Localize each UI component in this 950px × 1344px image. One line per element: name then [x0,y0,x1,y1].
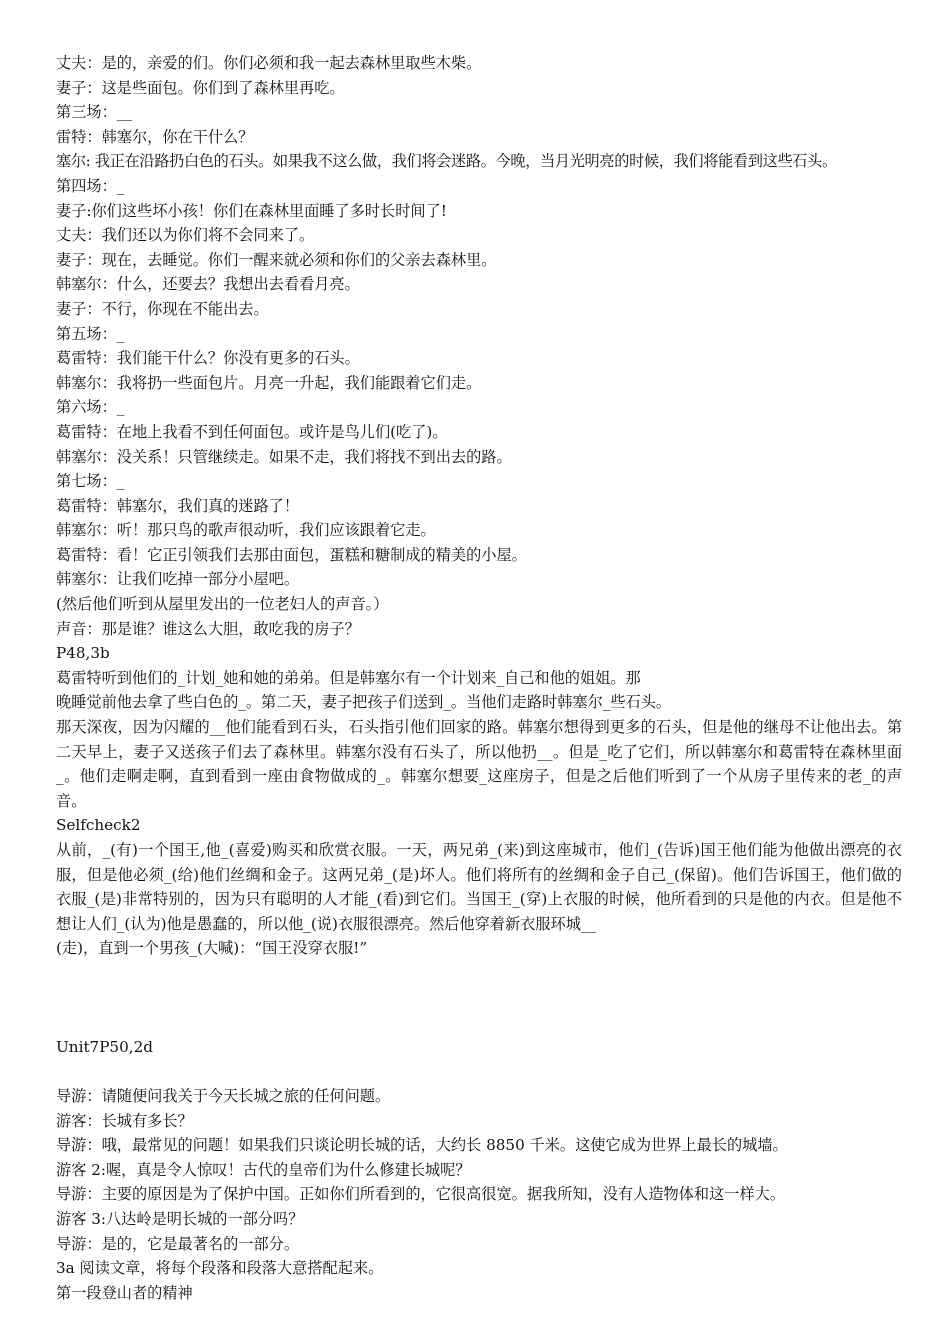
section-label: P48,3b [56,644,110,663]
exercise-paragraph: 从前，_(有)一个国王,他_(喜爱)购买和欣赏衣服。一天，两兄弟_(来)到这座城市，他们_(告诉)国王他们能为他做出漂亮的衣服，但是他必须_(给)他们丝绸和金子。这两兄弟_(是)坏人。他们将所有的丝绸和金子自己_(保留)。他们告诉国王，他们做的衣服_(是)非常特别的，因为只有聪明的人才能_(看)到它们。当国王_(穿)上衣服的时候，他所看到的只是他的内衣。但是他不想让人们_(认为)他是愚蠢的，所以他_(说)衣服很漂亮。然后他穿着新衣服环城__ [56,841,902,933]
section-label: Selfcheck2 [56,816,141,835]
scene-heading: 第六场：_ [56,398,125,417]
play-script-section [56,51,902,715]
dialogue-line: 韩塞尔：让我们吃掉一部分小屋吧。 [56,570,299,589]
dialogue-line: 导游：主要的原因是为了保护中国。正如你们所看到的，它很高很宽。据我所知，没有人造物体和这一样大。 [56,1185,785,1204]
dialogue-line: 声音：那是谁？谁这么大胆，敢吃我的房子？ [56,619,360,638]
scene-heading: 第四场：_ [56,176,125,195]
dialogue-line: 葛雷特：韩塞尔，我们真的迷路了！ [56,496,299,515]
dialogue-line: 丈夫：是的，亲爱的们。你们必须和我一起去森林里取些木柴。 [56,54,482,72]
dialogue-line: 韩塞尔：我将扔一些面包片。月亮一升起，我们能跟着它们走。 [56,373,482,392]
dialogue-line: 葛雷特：在地上我看不到任何面包。或许是鸟儿们(吃了)。 [56,422,448,441]
dialogue-line: 妻子：不行，你现在不能出去。 [56,299,269,318]
blank-line [56,1059,902,1084]
dialogue-line: 导游：是的，它是最著名的一部分。 [56,1234,299,1253]
scene-heading: 第七场：_ [56,472,125,491]
dialogue-line: 葛雷特：我们能干什么？你没有更多的石头。 [56,349,360,368]
blank-line [56,986,902,1011]
instruction-line: 3a 阅读文章，将每个段落和段落大意搭配起来。 [56,1259,384,1278]
dialogue-line: 雷特：韩塞尔，你在干什么？ [56,127,254,146]
dialogue-section [56,1084,902,1305]
scene-heading: 第三场：__ [56,103,132,122]
exercise-line: 第一段登山者的精神 [56,1283,193,1302]
blank-line [56,961,902,986]
blank-line [56,1010,902,1035]
dialogue-line: 妻子：这是些面包。你们到了森林里再吃。 [56,78,345,97]
stage-direction: (然后他们听到从屋里发出的一位老妇人的声音。） [56,595,389,614]
dialogue-line: 导游：哦，最常见的问题！如果我们只谈论明长城的话，大约长 8850 千米。这使它成为世界上最长的城墙。 [56,1136,788,1155]
dialogue-line: 游客 3:八达岭是明长城的一部分吗？ [56,1209,304,1228]
dialogue-line: 导游：请随便问我关于今天长城之旅的任何问题。 [56,1086,391,1105]
dialogue-line: 韩塞尔：没关系！只管继续走。如果不走，我们将找不到出去的路。 [56,447,512,466]
dialogue-line: 塞尔: 我正在沿路扔白色的石头。如果我不这么做，我们将会迷路。今晚，当月光明亮的时候，我们将能看到这些石头。 [56,152,837,171]
exercise-paragraph: 那天深夜，因为闪耀的__他们能看到石头，石头指引他们回家的路。韩塞尔想得到更多的石头，但是他的继母不让他出去。第二天早上，妻子又送孩子们去了森林里。韩塞尔没有石头了，所以他扔__。但是_吃了它们，所以韩塞尔和葛雷特在森林里面_。他们走啊走啊，直到看到一座由食物做成的_。韩塞尔想要_这座房子，但是之后他们听到了一个从房子里传来的老_的声音。 [56,718,902,810]
dialogue-line: 妻子：现在，去睡觉。你们一醒来就必须和你们的父亲去森林里。 [56,250,497,269]
dialogue-line: 韩塞尔：什么，还要去？我想出去看看月亮。 [56,275,360,294]
scene-heading: 第五场：_ [56,324,125,343]
exercise-line: 晚睡觉前他去拿了些白色的_。第二天，妻子把孩子们送到_。当他们走路时韩塞尔_些石头。 [56,693,672,712]
dialogue-line: 妻子:你们这些坏小孩！你们在森林里面睡了多时长时间了! [56,201,447,220]
unit-heading: Unit7P50,2d [56,1037,153,1056]
dialogue-line: 游客 2:喔，真是令人惊叹！古代的皇帝们为什么修建长城呢？ [56,1160,471,1179]
dialogue-line: 葛雷特：看！它正引领我们去那由面包，蛋糕和糖制成的精美的小屋。 [56,545,527,564]
exercise-line: (走)，直到一个男孩_(大喊)：“国王没穿衣服!” [56,939,368,958]
dialogue-line: 丈夫：我们还以为你们将不会同来了。 [56,226,315,245]
dialogue-line: 游客：长城有多长？ [56,1111,193,1130]
exercise-line: 葛雷特听到他们的_计划_她和她的弟弟。但是韩塞尔有一个计划来_自己和他的姐姐。那 [56,668,641,687]
dialogue-line: 韩塞尔：听！那只鸟的歌声很动听，我们应该跟着它走。 [56,521,436,540]
